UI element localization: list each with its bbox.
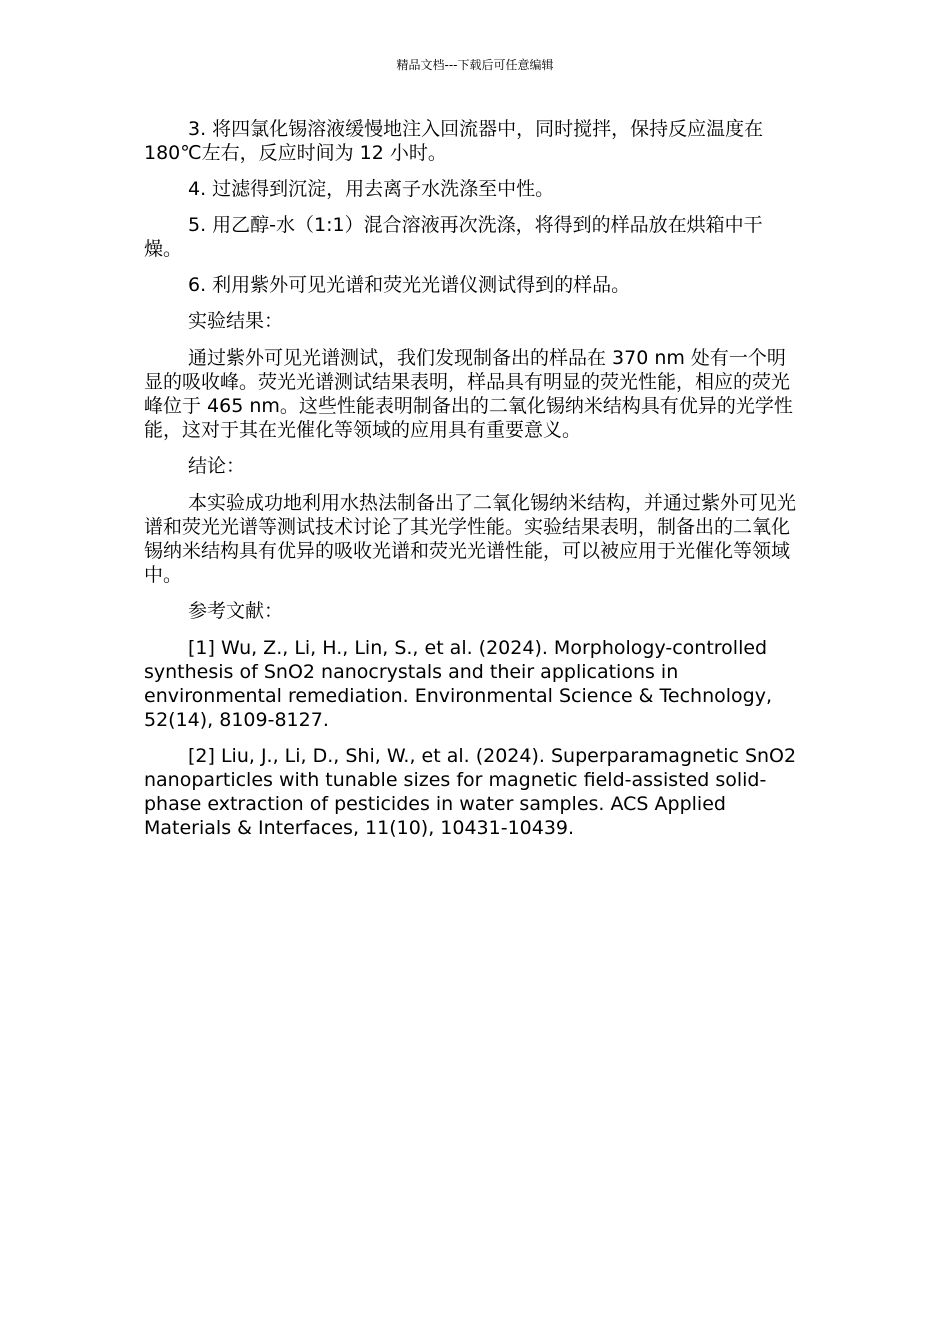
- page-header: 精品文档---下载后可任意编辑: [396, 58, 554, 72]
- step-6-paragraph: 6. 利用紫外可见光谱和荧光光谱仪测试得到的样品。: [188, 274, 631, 296]
- step-5-paragraph: 5. 用乙醇-水（1:1）混合溶液再次洗涤，将得到的样品放在烘箱中干燥。: [144, 214, 763, 260]
- reference-2: [2] Liu, J., Li, D., Shi, W., et al. (2024). Superparamagnetic SnO2 nanoparticles with tunable sizes for magnetic field-assisted solid-phase extraction of pesticides in water samples. ACS Applied Materials & Interfaces, 11(10), 10431-10439.: [144, 745, 797, 839]
- references-heading: 参考文献：: [188, 600, 284, 622]
- results-paragraph: 通过紫外可见光谱测试，我们发现制备出的样品在 370 nm 处有一个明显的吸收峰。荧光光谱测试结果表明，样品具有明显的荧光性能，相应的荧光峰位于 465 nm。这些性能表明制备出的二氧化锡纳米结构具有优异的光学性能，这对于其在光催化等领域的应用具有重要意义。: [144, 347, 793, 441]
- conclusion-paragraph: 本实验成功地利用水热法制备出了二氧化锡纳米结构，并通过紫外可见光谱和荧光光谱等测试技术讨论了其光学性能。实验结果表明，制备出的二氧化锡纳米结构具有优异的吸收光谱和荧光光谱性能，可以被应用于光催化等领域中。: [144, 492, 797, 586]
- step-3-paragraph: 3. 将四氯化锡溶液缓慢地注入回流器中，同时搅拌，保持反应温度在 180℃左右，反应时间为 12 小时。: [144, 118, 764, 164]
- reference-1: [1] Wu, Z., Li, H., Lin, S., et al. (2024). Morphology-controlled synthesis of SnO2 nanocrystals and their applications in environmental remediation. Environmental Science & Technology, 52(14), 8109-8127.: [144, 637, 773, 731]
- conclusion-heading: 结论：: [188, 455, 246, 477]
- document-body: [144, 117, 800, 852]
- step-4-paragraph: 4. 过滤得到沉淀，用去离子水洗涤至中性。: [188, 178, 555, 200]
- results-heading: 实验结果：: [188, 310, 284, 332]
